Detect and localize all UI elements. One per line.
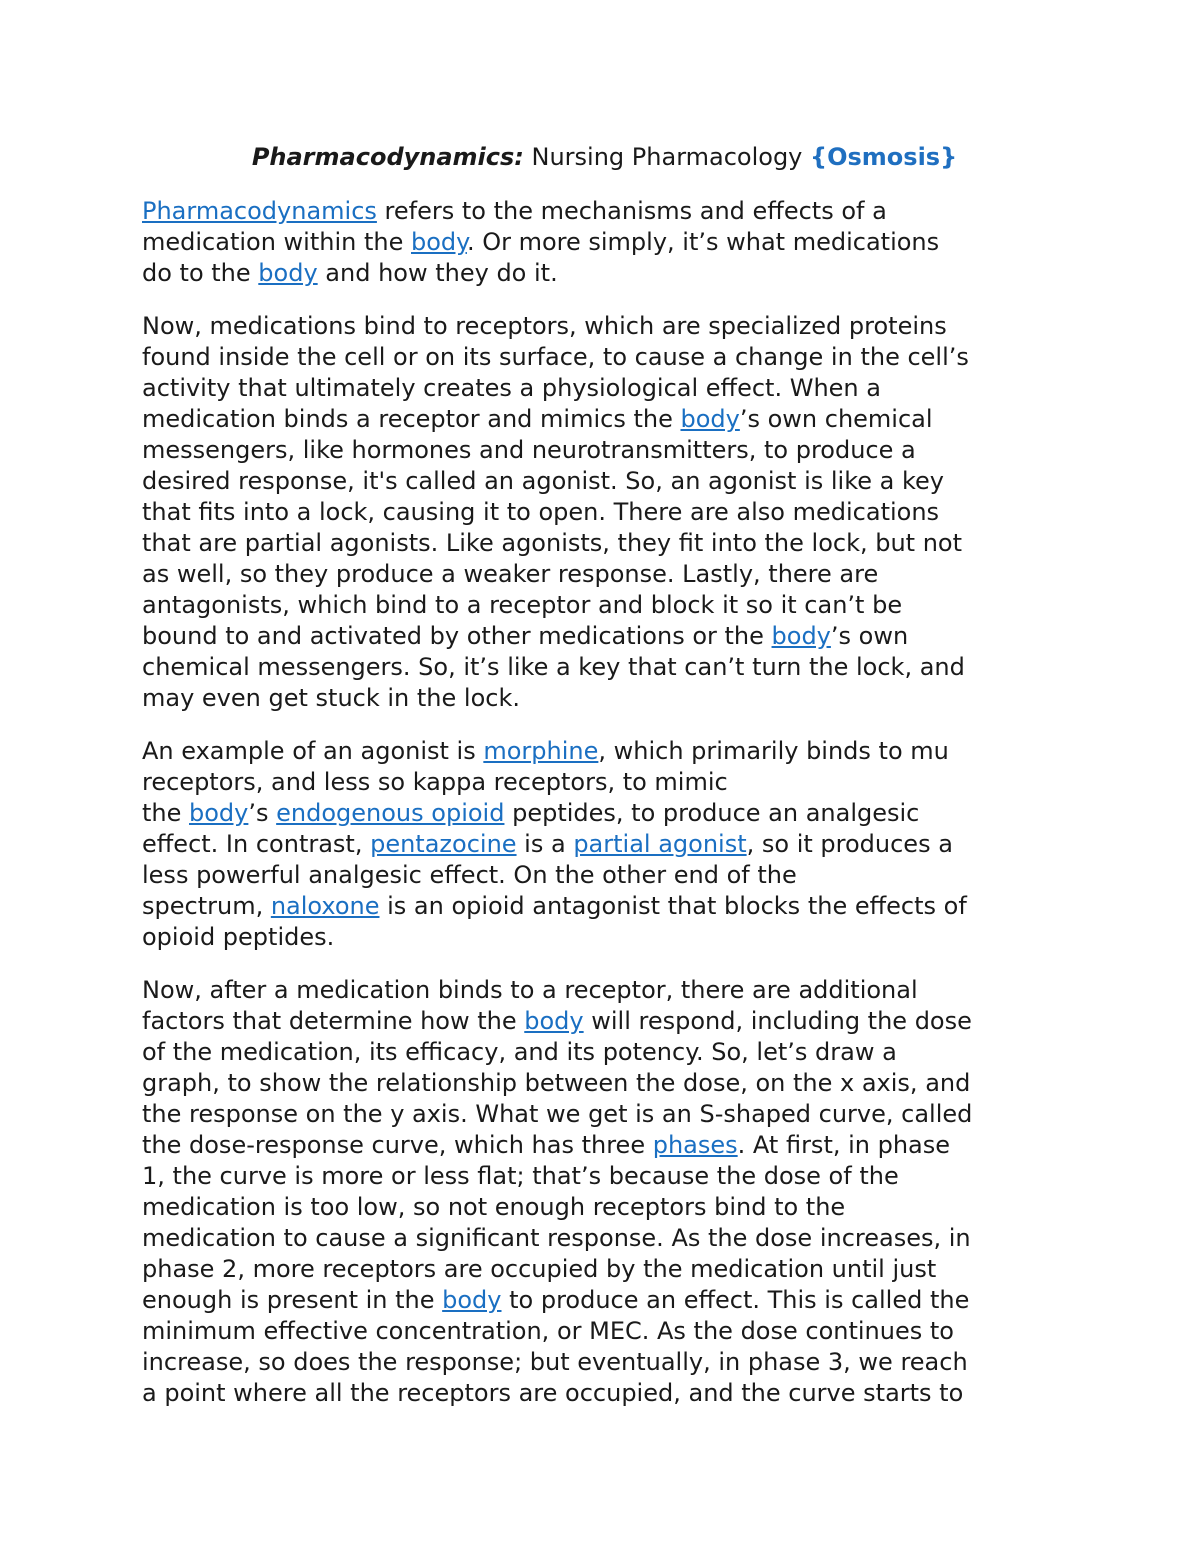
text: An example of an agonist is: [142, 737, 484, 765]
text: ’s own: [830, 622, 909, 650]
link-body[interactable]: body: [442, 1286, 502, 1314]
text: and how they do it.: [317, 259, 558, 287]
text: ’s: [248, 799, 277, 827]
text: graph, to show the relationship between the dose, on the x axis, and: [142, 1069, 971, 1097]
link-naloxone[interactable]: naloxone: [270, 892, 380, 920]
link-pharmacodynamics[interactable]: Pharmacodynamics: [142, 197, 377, 225]
text: factors that determine how the: [142, 1007, 525, 1035]
link-phases[interactable]: phases: [652, 1131, 738, 1159]
text: that are partial agonists. Like agonists, they fit into the lock, but not: [142, 529, 963, 557]
text: opioid peptides.: [142, 923, 335, 951]
text: may even get stuck in the lock.: [142, 684, 520, 712]
title-brand: {Osmosis}: [810, 143, 958, 171]
text: minimum effective concentration, or MEC. As the dose continues to: [142, 1317, 954, 1345]
text: messengers, like hormones and neurotransmitters, to produce a: [142, 436, 916, 464]
text: activity that ultimately creates a physiological effect. When a: [142, 374, 881, 402]
text: less powerful analgesic effect. On the other end of the: [142, 861, 797, 889]
text: is an opioid antagonist that blocks the effects of: [379, 892, 967, 920]
link-body[interactable]: body: [680, 405, 740, 433]
text: of the medication, its efficacy, and its potency. So, let’s draw a: [142, 1038, 897, 1066]
text: the dose-response curve, which has three: [142, 1131, 653, 1159]
text: . Or more simply, it’s what medications: [466, 228, 940, 256]
text: . At first, in phase: [737, 1131, 951, 1159]
text: Now, after a medication binds to a receptor, there are additional: [142, 976, 918, 1004]
text: effect. In contrast,: [142, 830, 371, 858]
text: refers to the mechanisms and effects of a: [376, 197, 887, 225]
link-body[interactable]: body: [258, 259, 318, 287]
link-partial-agonist[interactable]: partial agonist: [573, 830, 747, 858]
text: is a: [516, 830, 574, 858]
text: , so it produces a: [746, 830, 953, 858]
text: that fits into a lock, causing it to open. There are also medications: [142, 498, 940, 526]
text: to produce an effect. This is called the: [501, 1286, 970, 1314]
link-endogenous-opioid[interactable]: endogenous opioid: [276, 799, 505, 827]
link-body[interactable]: body: [524, 1007, 584, 1035]
text: will respond, including the dose: [583, 1007, 972, 1035]
text: chemical messengers. So, it’s like a key that can’t turn the lock, and: [142, 653, 965, 681]
text: , which primarily binds to mu: [598, 737, 949, 765]
link-pentazocine[interactable]: pentazocine: [370, 830, 517, 858]
text: the: [142, 799, 190, 827]
text: medication is too low, so not enough receptors bind to the: [142, 1193, 846, 1221]
text: Now, medications bind to receptors, which are specialized proteins: [142, 312, 947, 340]
text: medication within the: [142, 228, 411, 256]
text: desired response, it's called an agonist. So, an agonist is like a key: [142, 467, 944, 495]
text: receptors, and less so kappa receptors, to mimic: [142, 768, 728, 796]
paragraph-1: [142, 196, 1067, 289]
document-title: [142, 140, 1067, 174]
text: spectrum,: [142, 892, 271, 920]
text: enough is present in the: [142, 1286, 443, 1314]
text: medication to cause a significant response. As the dose increases, in: [142, 1224, 971, 1252]
link-body[interactable]: body: [189, 799, 249, 827]
paragraph-4: [142, 975, 1067, 1409]
link-morphine[interactable]: morphine: [483, 737, 599, 765]
title-main: Nursing Pharmacology: [523, 143, 811, 171]
title-emphasis: Pharmacodynamics:: [251, 143, 524, 171]
text: the response on the y axis. What we get is an S-shaped curve, called: [142, 1100, 973, 1128]
text: antagonists, which bind to a receptor and block it so it can’t be: [142, 591, 903, 619]
text: do to the: [142, 259, 259, 287]
text: medication binds a receptor and mimics the: [142, 405, 681, 433]
text: phase 2, more receptors are occupied by the medication until just: [142, 1255, 937, 1283]
paragraph-3: [142, 736, 1067, 953]
text: found inside the cell or on its surface, to cause a change in the cell’s: [142, 343, 969, 371]
document-page: [142, 140, 1067, 1431]
paragraph-2: [142, 311, 1067, 714]
text: bound to and activated by other medications or the: [142, 622, 772, 650]
text: ’s own chemical: [739, 405, 933, 433]
link-body[interactable]: body: [771, 622, 831, 650]
text: a point where all the receptors are occupied, and the curve starts to: [142, 1379, 964, 1407]
text: increase, so does the response; but eventually, in phase 3, we reach: [142, 1348, 968, 1376]
text: as well, so they produce a weaker response. Lastly, there are: [142, 560, 879, 588]
text: 1, the curve is more or less flat; that’s because the dose of the: [142, 1162, 899, 1190]
link-body[interactable]: body: [411, 228, 467, 256]
text: peptides, to produce an analgesic: [504, 799, 920, 827]
